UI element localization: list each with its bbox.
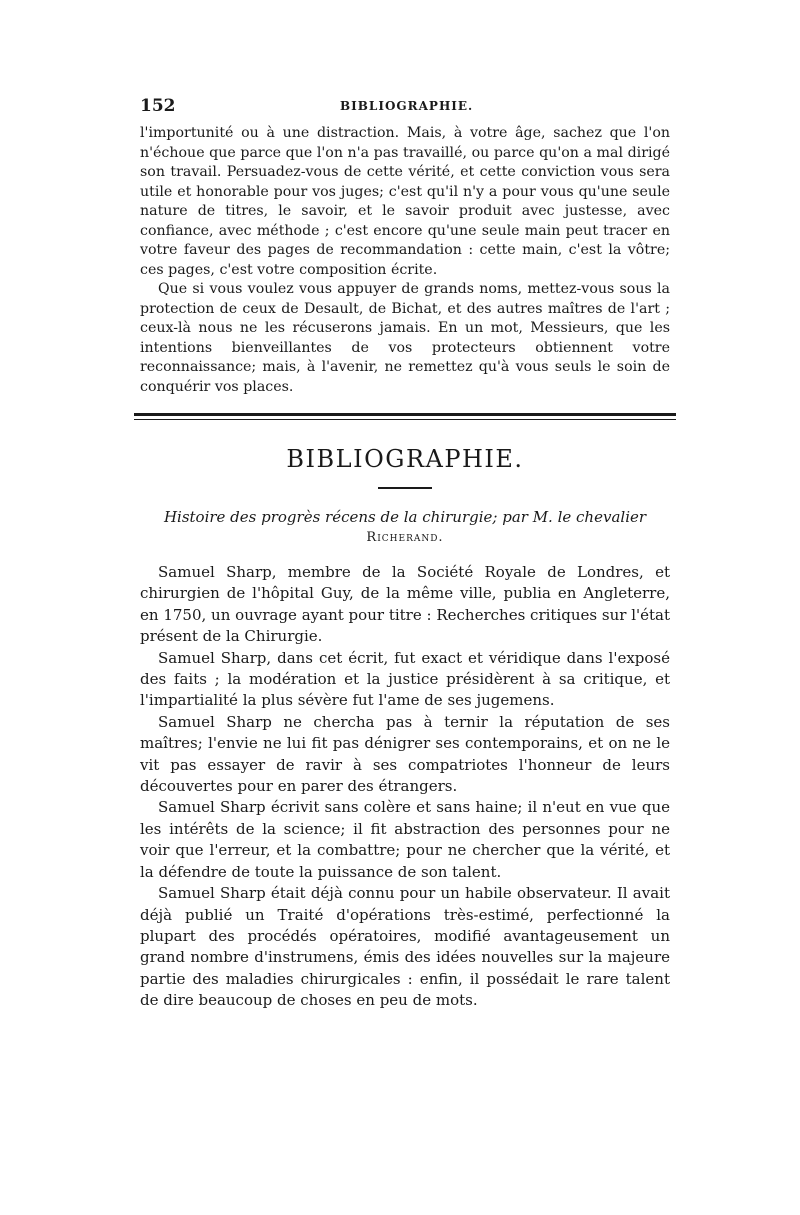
page-number: 152 xyxy=(140,96,176,116)
paragraph: Samuel Sharp était déjà connu pour un habile observateur. Il avait déjà publié un Traité d'opérations très-estimé, perfectionné la plupart des procédés opératoires, modifié avantageusement un grand nombre d'instrumens, émis des idées nouvelles sur la majeure partie des maladies chirurgicales : enfin, il possédait le rare talent de dire beaucoup de choses en peu de mots. xyxy=(140,884,670,1010)
title-underline-rule xyxy=(378,487,432,489)
prior-article-text xyxy=(140,124,670,397)
section-divider xyxy=(140,413,670,423)
paragraph: Que si vous voulez vous appuyer de grands noms, mettez-vous sous la protection de ceux de Desault, de Bichat, et des autres maîtres de l'art ; ceux-là nous ne les récuserons jamais. En un mot, Messieurs, que les intentions bienveillantes de vos protecteurs obtiennent votre reconnaissance; mais, à l'avenir, ne remettez qu'à vous seuls le soin de conquérir vos places. xyxy=(140,281,670,395)
book-page xyxy=(140,96,670,1012)
article-author: Richerand. xyxy=(366,530,444,545)
running-title: BIBLIOGRAPHIE. xyxy=(340,99,474,113)
article-title: Histoire des progrès récens de la chirurgie; par M. le chevalier xyxy=(163,508,647,526)
paragraph: Samuel Sharp ne chercha pas à ternir la réputation de ses maîtres; l'envie ne lui fit pas dénigrer ses contemporains, et on ne le vit pas essayer de ravir à ses compatriotes l'honneur de leurs découvertes pour en parer des étrangers. xyxy=(140,712,670,796)
paragraph: Samuel Sharp écrivit sans colère et sans haine; il n'eut en vue que les intérêts de la science; il fit abstraction des personnes pour ne voir que l'erreur, et la combattre; pour ne chercher que la vérité, et la défendre de toute la puissance de son talent. xyxy=(140,798,670,881)
paragraph: Samuel Sharp, dans cet écrit, fut exact et véridique dans l'exposé des faits ; la modération et la justice présidèrent à sa critique, et l'impartialité la plus sévère fut l'ame de ses jugemens. xyxy=(140,648,670,710)
article-body xyxy=(140,562,670,1012)
paragraph: Samuel Sharp, membre de la Société Royale de Londres, et chirurgien de l'hôpital Guy, de la même ville, publia en Angleterre, en 1750, un ouvrage ayant pour titre : Recherches critiques sur l'état présent de la Chirurgie. xyxy=(140,563,670,646)
paragraph: l'importunité ou à une distraction. Mais, à votre âge, sachez que l'on n'échoue que parce que l'on n'a pas travaillé, ou parce qu'on a mal dirigé son travail. Persuadez-vous de cette vérité, et cette conviction vous sera utile et honorable pour vos juges; c'est qu'il n'y a pour vous qu'une seule nature de titres, le savoir, et le savoir produit avec justesse, avec confiance, avec méthode ; c'est encore qu'une seule main peut tracer en votre faveur des pages de recommandation : cette main, c'est la vôtre; ces pages, c'est votre composition écrite. xyxy=(140,125,670,278)
section-title: BIBLIOGRAPHIE. xyxy=(286,445,524,473)
divider-thin-rule xyxy=(134,419,676,420)
divider-thick-rule xyxy=(134,413,676,416)
running-head xyxy=(140,96,670,120)
